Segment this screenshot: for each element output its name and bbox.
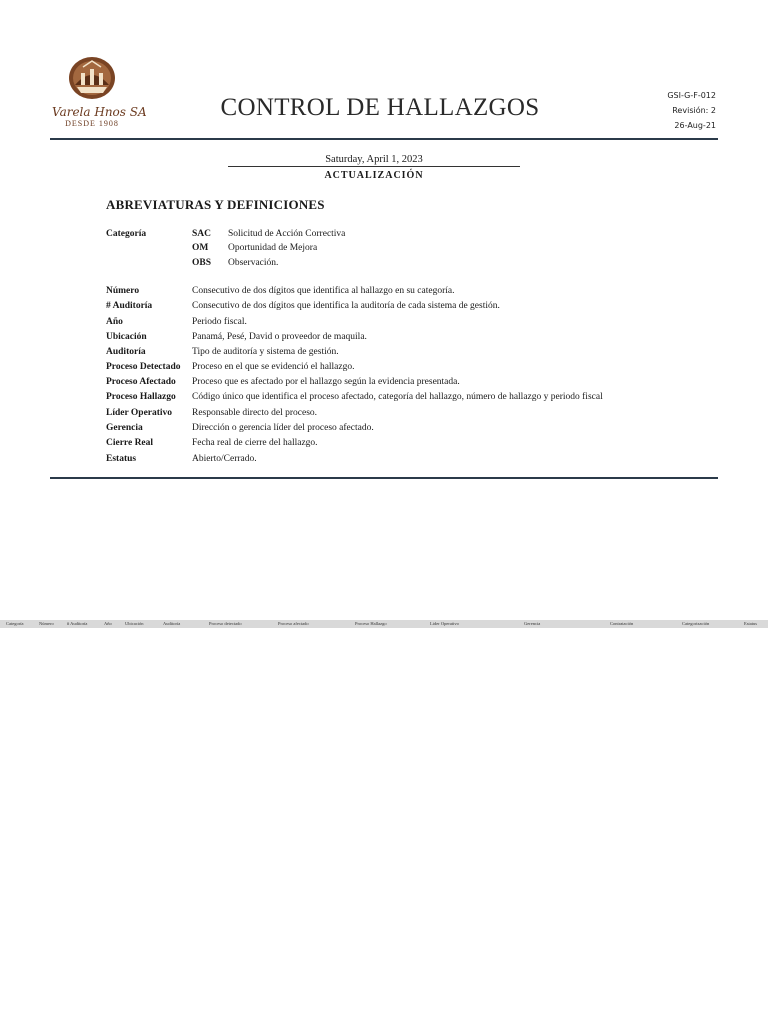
definition-term: Número bbox=[106, 286, 140, 296]
top-divider bbox=[50, 138, 718, 140]
column-header: Proceso Hallazgo bbox=[355, 621, 387, 626]
table-header-row bbox=[0, 620, 768, 628]
document-date: 26-Aug-21 bbox=[674, 121, 716, 130]
column-header: # Auditoría bbox=[67, 621, 88, 626]
definition-term: Proceso Afectado bbox=[106, 377, 176, 387]
definition-text: Consecutivo de dos dígitos que identifica la auditoría de cada sistema de gestión. bbox=[192, 301, 500, 311]
column-header: Ubicación bbox=[125, 621, 144, 626]
report-subtitle: ACTUALIZACIÓN bbox=[324, 170, 424, 181]
document-code: GSI-G-F-012 bbox=[667, 91, 716, 100]
definition-text: Periodo fiscal. bbox=[192, 317, 247, 327]
column-header: Categoría bbox=[6, 621, 24, 626]
page-title: CONTROL DE HALLAZGOS bbox=[220, 94, 540, 121]
column-header: Lider Operativo bbox=[430, 621, 459, 626]
category-description: Oportunidad de Mejora bbox=[228, 243, 318, 253]
category-abbr: OM bbox=[192, 243, 209, 253]
definition-text: Panamá, Pesé, David o proveedor de maquila. bbox=[192, 332, 367, 342]
column-header: Proceso afectado bbox=[278, 621, 309, 626]
definition-term: Líder Operativo bbox=[106, 408, 173, 418]
column-header: Número bbox=[39, 621, 54, 626]
column-header: Contratación bbox=[610, 621, 634, 626]
column-header: Proceso detectado bbox=[209, 621, 242, 626]
company-logo bbox=[52, 55, 147, 128]
definition-text: Dirección o gerencia líder del proceso afectado. bbox=[192, 423, 374, 433]
definition-text: Fecha real de cierre del hallazgo. bbox=[192, 438, 318, 448]
report-date: Saturday, April 1, 2023 bbox=[228, 154, 520, 167]
definition-text: Responsable directo del proceso. bbox=[192, 408, 318, 418]
definition-term: Cierre Real bbox=[106, 438, 154, 448]
definition-term: Gerencia bbox=[106, 423, 143, 433]
definition-text: Tipo de auditoría y sistema de gestión. bbox=[192, 347, 339, 357]
column-header: Categorización bbox=[682, 621, 710, 626]
definition-term: # Auditoría bbox=[106, 301, 153, 311]
document-revision: Revisión: 2 bbox=[672, 106, 716, 115]
definition-term: Ubicación bbox=[106, 332, 147, 342]
definition-term-category: Categoría bbox=[106, 229, 147, 239]
logo-brand-text: Varela Hnos SA bbox=[52, 105, 147, 119]
definition-term: Proceso Hallazgo bbox=[106, 392, 176, 402]
column-header: Gerencia bbox=[524, 621, 541, 626]
definition-text: Proceso que es afectado por el hallazgo según la evidencia presentada. bbox=[192, 377, 460, 387]
document-info bbox=[667, 88, 716, 133]
bottom-divider bbox=[50, 477, 718, 479]
column-header: Auditoría bbox=[163, 621, 181, 626]
category-abbr: OBS bbox=[192, 258, 212, 268]
category-description: Observación. bbox=[228, 258, 279, 268]
definition-text: Proceso en el que se evidenció el hallazgo. bbox=[192, 362, 355, 372]
logo-since-text: DESDE 1908 bbox=[65, 119, 119, 128]
definition-term: Proceso Detectado bbox=[106, 362, 181, 372]
definition-text: Abierto/Cerrado. bbox=[192, 454, 257, 464]
definition-text: Código único que identifica el proceso afectado, categoría del hallazgo, número de hallazgo y periodo fiscal bbox=[192, 392, 603, 402]
definition-text: Consecutivo de dos dígitos que identifica al hallazgo en su categoría. bbox=[192, 286, 455, 296]
definition-term: Año bbox=[106, 317, 123, 327]
category-abbr: SAC bbox=[192, 229, 212, 239]
column-header: Año bbox=[104, 621, 112, 626]
definition-term: Estatus bbox=[106, 454, 137, 464]
logo-emblem-icon bbox=[67, 55, 117, 101]
section-title: ABREVIATURAS Y DEFINICIONES bbox=[106, 197, 325, 212]
category-description: Solicitud de Acción Correctiva bbox=[228, 229, 346, 239]
definition-term: Auditoría bbox=[106, 347, 146, 357]
column-header: Estatus bbox=[744, 621, 757, 626]
